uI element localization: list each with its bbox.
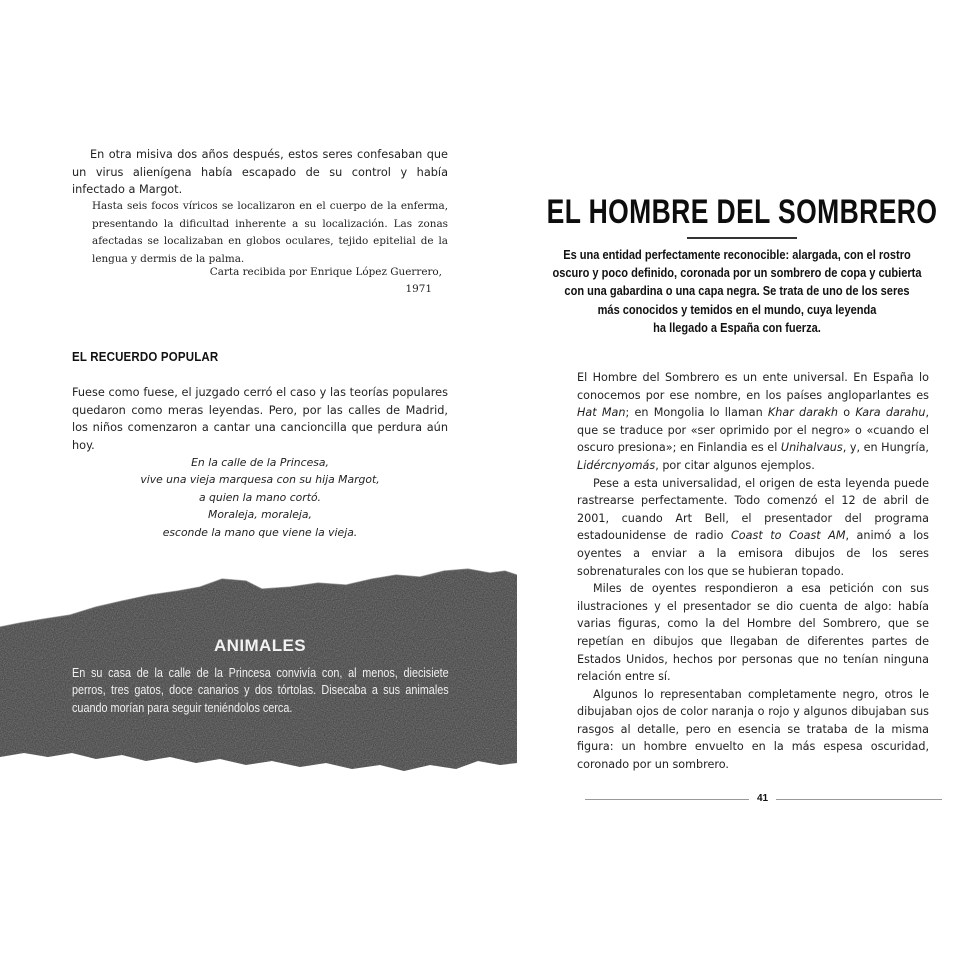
right-page: [477, 0, 953, 953]
poem: [90, 454, 430, 541]
lead-line: ha llegado a España con fuerza.: [653, 319, 821, 335]
sidebar-text: En su casa de la calle de la Princesa convivía con, al menos, diecisiete perros, tres gatos, doce canarios y dos tórtolas. Disecaba a sus animales cuando morían para seguir teniéndolos cerca.: [72, 666, 449, 715]
lead-line: Es una entidad perfectamente reconocible: alargada, con el rostro: [563, 247, 911, 262]
term-coast-to-coast-am: Coast to Coast AM: [730, 529, 846, 543]
poem-line: En la calle de la Princesa,: [191, 456, 329, 469]
folio-rule-left: [585, 799, 749, 800]
page-number: 41: [757, 793, 769, 804]
sidebar-title: ANIMALES: [214, 636, 306, 655]
term-unihalvaus: Unihalvaus: [780, 441, 843, 455]
term-lidercnyomas: Lidércnyomás: [577, 458, 656, 472]
lead-line: oscuro y poco definido, coronada por un sombrero de copa y cubierta: [552, 265, 922, 281]
lead-paragraph: [503, 246, 953, 337]
folio-rule-right: [776, 799, 942, 800]
text-run: o: [838, 406, 856, 420]
poem-line: vive una vieja marquesa con su hija Margot,: [140, 473, 380, 487]
intro-paragraph: En otra misiva dos años después, estos seres confesaban que un virus alienígena había escapado de su control y había infectado a Margot.: [72, 148, 448, 196]
body-paragraph: Miles de oyentes respondieron a esa petición con sus ilustraciones y el presentador se dio cuenta de algo: había varias figuras, como la del Hombre del Sombrero, que se repetían en dibujos que llegaban de diferentes partes de Estados Unidos, hechos por personas que no tenían ninguna relación entre sí.: [577, 582, 929, 684]
poem-line: Moraleja, moraleja,: [208, 508, 312, 522]
poem-line: esconde la mano que viene la vieja.: [162, 525, 358, 539]
term-kara-darahu: Kara darahu: [855, 406, 926, 420]
letter-quote: Hasta seis focos víricos se localizaron en el cuerpo de la enferma, presentando la dificultad inherente a su localización. Las zonas afectadas se localizaban en globos oculares, tejido epitelial de la lengua y dermis de la palma.: [92, 200, 448, 265]
text-run: , que se traduce por «ser oprimido por el negro» o «cuando el oscuro presiona»; en Finlandia es el: [577, 406, 930, 455]
letter-attribution: [180, 264, 442, 298]
text-run: Pese a esta universalidad, el origen de esta leyenda puede rastrearse perfectamente. Todo comenzó el 12 de abril de 2001, cuando Art Bell, el presentador del programa estadounidense de radio: [577, 476, 929, 543]
text-run: , animó a los oyentes a enviar a la emisora dibujos de los seres sobrenaturales con los que se hubieran topado.: [577, 529, 929, 578]
text-run: ; en Mongolia lo llaman: [625, 406, 768, 420]
letter-attribution-year: 1971: [405, 283, 432, 295]
poem-line: a quien la mano cortó.: [199, 490, 321, 504]
lead-line: con una gabardina o una capa negra. Se trata de uno de los seres: [564, 283, 910, 299]
body-paragraph: [577, 369, 929, 475]
letter-attribution-author: Carta recibida por Enrique López Guerrero,: [209, 266, 442, 278]
body-text: [577, 369, 929, 774]
section-heading: EL RECUERDO POPULAR: [72, 350, 219, 364]
lead-line: más conocidos y temidos en el mundo, cuya leyenda: [597, 301, 877, 317]
chapter-title: EL HOMBRE DEL SOMBRERO: [546, 193, 938, 231]
body-paragraph: Algunos lo representaban completamente negro, otros le dibujaban ojos de color naranja o rojo y algunos dibujaban sus rasgos al detalle, pero en esencia se trataba de la misma figura: un hombre envuelto en la más espesa oscuridad, coronado por un sombrero.: [577, 687, 929, 772]
term-hat-man: Hat Man: [577, 406, 626, 420]
body-paragraph: [577, 475, 929, 581]
section-paragraph: Fuese como fuese, el juzgado cerró el caso y las teorías populares quedaron como meras leyendas. Pero, por las calles de Madrid, los niños comenzaron a cantar una cancioncilla que perdura aún hoy.: [72, 386, 448, 452]
text-run: , y, en Hungría,: [842, 441, 929, 455]
term-khar-darakh: Khar darakh: [767, 406, 839, 420]
text-run: El Hombre del Sombrero es un ente universal. En España lo conocemos por ese nombre, en los países angloparlantes es: [577, 371, 929, 402]
left-page: [0, 0, 476, 953]
title-underline: [687, 237, 797, 239]
text-run: , por citar algunos ejemplos.: [655, 458, 815, 472]
